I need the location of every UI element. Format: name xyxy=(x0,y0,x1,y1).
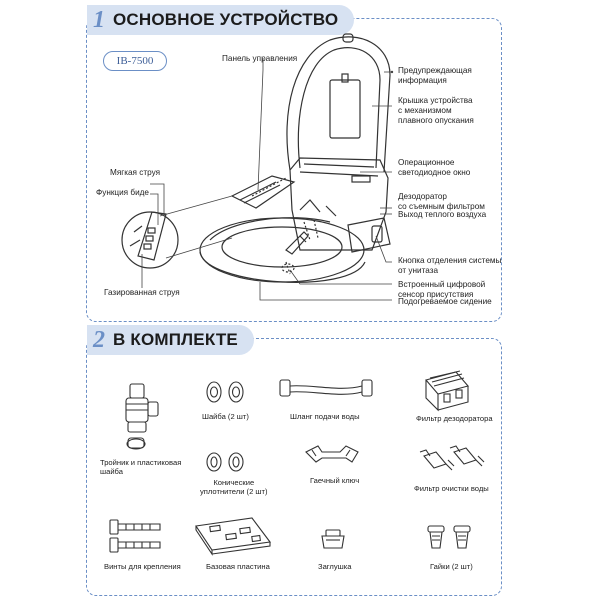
screw-icon xyxy=(110,520,160,552)
label-washer: Шайба (2 шт) xyxy=(202,412,249,421)
section-number: 1 xyxy=(93,6,105,33)
section-title: В КОМПЛЕКТЕ xyxy=(113,330,238,349)
label-led-window: Операционное светодиодное окно xyxy=(398,158,471,177)
washer-icon xyxy=(207,382,243,402)
label-water-hose: Шланг подачи воды xyxy=(290,412,360,421)
label-heated-seat: Подогреваемое сидение xyxy=(398,297,492,306)
label-nuts: Гайки (2 шт) xyxy=(430,562,473,571)
label-base-plate: Базовая пластина xyxy=(206,562,270,571)
label-screws: Винты для крепления xyxy=(104,562,181,571)
label-soft-jet: Мягкая струя xyxy=(110,168,161,177)
plug-icon xyxy=(322,530,344,548)
label-deodorizer: Дезодоратор со съемным фильтром xyxy=(398,192,485,211)
label-plug: Заглушка xyxy=(318,562,352,571)
section-title: ОСНОВНОЕ УСТРОЙСТВО xyxy=(113,10,339,29)
cone-seal-icon xyxy=(207,453,243,471)
water-filter-icon xyxy=(420,446,484,470)
label-lid: Крышка устройства с механизмом плавного опускания xyxy=(398,96,474,125)
label-deodorizer-filter: Фильтр дезодоратора xyxy=(416,414,493,423)
label-cone-seal: Конические уплотнители (2 шт) xyxy=(200,478,268,496)
tee-fitting-icon xyxy=(126,384,158,449)
wrench-icon xyxy=(306,446,358,462)
label-aerated-jet: Газированная струя xyxy=(104,288,180,297)
label-tee-fitting: Тройник и пластиковая шайба xyxy=(100,458,182,476)
label-warning-info: Предупреждающая информация xyxy=(398,66,472,85)
label-warm-air: Выход теплого воздуха xyxy=(398,210,487,219)
water-hose-icon xyxy=(280,380,372,396)
label-water-filter: Фильтр очистки воды xyxy=(414,484,489,493)
deodorizer-filter-icon xyxy=(426,371,468,410)
base-plate-icon xyxy=(196,518,270,554)
label-bidet: Функция биде xyxy=(96,188,149,197)
label-detach-button: Кнопка отделения системы от унитаза xyxy=(398,256,502,275)
section-number: 2 xyxy=(93,326,105,353)
label-control-panel: Панель управления xyxy=(222,54,298,63)
label-wrench: Гаечный ключ xyxy=(310,476,360,485)
model-badge: IB-7500 xyxy=(103,51,167,71)
nut-icon xyxy=(428,526,470,548)
label-presence-sensor: Встроенный цифровой сенсор присутствия xyxy=(398,280,486,299)
